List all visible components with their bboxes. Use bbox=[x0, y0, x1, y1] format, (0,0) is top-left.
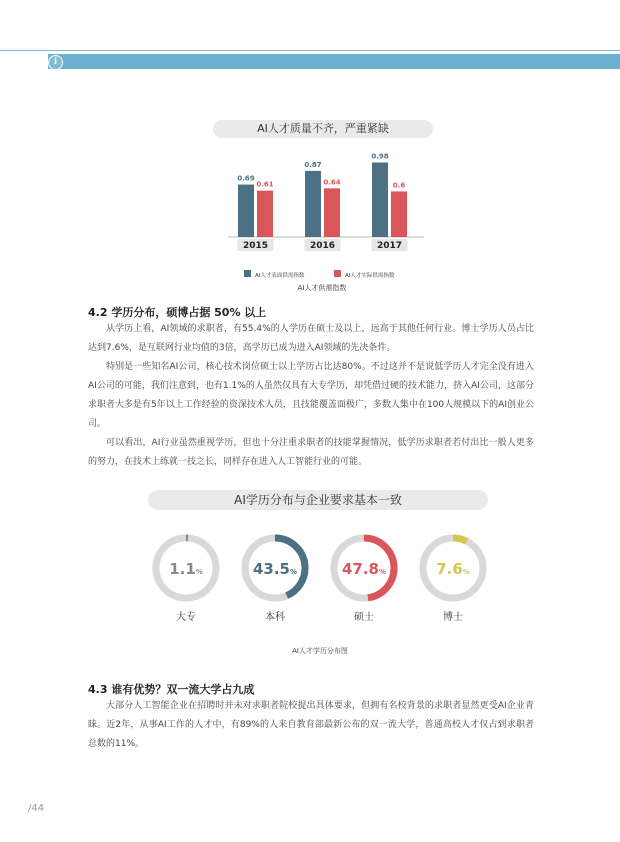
data-label: 0.98 bbox=[371, 152, 389, 161]
data-label: 0.61 bbox=[256, 180, 274, 189]
bar-chart-caption: AI人才供需指数 bbox=[297, 284, 347, 292]
tick-label: 2017 bbox=[376, 241, 403, 251]
tick-label: 2015 bbox=[242, 241, 269, 251]
donut-value-label: 7.6% bbox=[436, 560, 470, 578]
legend-label-2: AI人才实际供需指数 bbox=[345, 273, 395, 279]
legend-swatch-1 bbox=[244, 270, 251, 277]
donut-chart-title: AI学历分布与企业要求基本一致 bbox=[148, 490, 488, 510]
paragraph: 可以看出，AI行业虽然重视学历，但也十分注重求职者的技能掌握情况，低学历求职者若付出比一般人更多的努力，在技术上练就一技之长，同样存在进入人工智能行业的可能。 bbox=[88, 438, 534, 467]
header-band bbox=[48, 54, 620, 69]
data-label: 0.6 bbox=[392, 181, 406, 190]
donut-value-label: 43.5% bbox=[252, 560, 298, 578]
page-slash: / bbox=[28, 803, 32, 814]
donut-label-dazhuan: 大专 bbox=[176, 612, 196, 623]
bar-chart-title: AI人才质量不齐，严重紧缺 bbox=[213, 120, 433, 138]
bar-chart bbox=[0, 140, 620, 300]
paragraph: 特别是一些知名AI公司，核心技术岗位硕士以上学历占比达80%。不过这并不是说低学历人才完全没有进入AI公司的可能，我们注意到，也有1.1%的人虽然仅具有大专学历，却凭借过硬的技术能力，挤入AI公司，这部分求职者大多是有5年以上工作经验的资深技术人员，且技能覆盖面极广，多数人集中在100人规模以下的AI创业公司。 bbox=[88, 362, 534, 429]
bar-2015-series2 bbox=[257, 191, 273, 237]
data-label: 0.87 bbox=[304, 160, 322, 169]
donut-value-label: 47.8% bbox=[341, 560, 387, 578]
donut-label-shuoshi: 硕士 bbox=[354, 612, 374, 623]
page-number-value: 44 bbox=[31, 803, 45, 814]
section-4-2-heading: 4.2 学历分布，硕博占据 50% 以上 bbox=[88, 306, 267, 319]
data-label: 0.64 bbox=[323, 178, 341, 187]
donut-chart-caption: AI人才学历分布图 bbox=[292, 647, 348, 655]
page-number bbox=[28, 803, 44, 814]
data-label: 0.69 bbox=[237, 174, 255, 183]
paragraph: 从学历上看，AI领域的求职者，有55.4%的人学历在硕士及以上，远高于其他任何行业。博士学历人员占比达到7.6%，是互联网行业均值的3倍，高学历已成为进入AI领域的先决条件。 bbox=[88, 324, 534, 353]
donut-chart-group bbox=[0, 525, 620, 615]
section-4-3-heading: 4.3 谁有优势？双一流大学占九成 bbox=[88, 683, 255, 696]
bar-2017-series1 bbox=[372, 163, 388, 237]
donut-label-boshi: 博士 bbox=[443, 612, 463, 623]
paragraph: 大部分人工智能企业在招聘时并未对求职者院校提出具体要求，但拥有名校背景的求职者显然更受AI企业青睐。近2年，从事AI工作的人才中，有89%的人来自教育部最新公布的双一流大学，普通高校人才仅占到求职者总数的11%。 bbox=[88, 701, 534, 749]
donut-value-label: 1.1% bbox=[169, 560, 203, 578]
top-rule bbox=[0, 50, 620, 51]
bar-2016-series1 bbox=[305, 171, 321, 237]
legend-label-1: AI人才表面供需指数 bbox=[255, 273, 305, 279]
bar-2017-series2 bbox=[391, 191, 407, 237]
tick-label: 2016 bbox=[309, 241, 336, 251]
bar-2016-series2 bbox=[324, 188, 340, 237]
bar-2015-series1 bbox=[238, 185, 254, 237]
info-icon: i bbox=[48, 55, 63, 70]
legend-swatch-2 bbox=[334, 270, 341, 277]
donut-label-benke: 本科 bbox=[265, 612, 285, 623]
